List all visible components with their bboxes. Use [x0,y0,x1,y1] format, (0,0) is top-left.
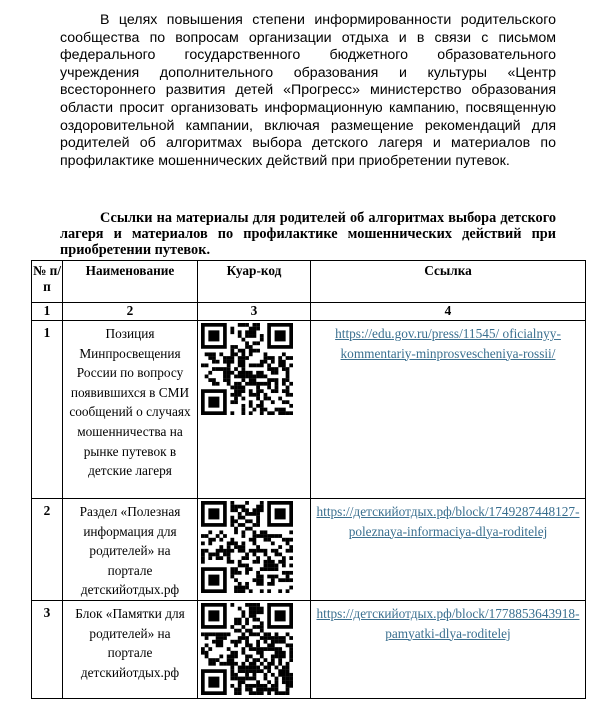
row-link-cell [311,321,586,499]
row-link-cell [311,499,586,601]
row-link[interactable]: https://детскийотдых.рф/block/1749287448127-poleznaya-informaciya-dlya-roditelej [316,504,580,539]
qr-cell [198,321,311,499]
table-row [32,601,586,699]
column-number: 1 [32,303,63,321]
table-row [32,499,586,601]
row-name: Раздел «Полезная информация для родителей» на портале детскийотдых.рф [63,499,198,601]
column-number: 4 [311,303,586,321]
table-header-row [32,261,586,303]
qr-code-icon[interactable] [201,323,293,415]
column-header-qr: Куар-код [198,261,311,303]
table-row [32,321,586,499]
qr-code-icon[interactable] [201,501,293,593]
qr-cell [198,601,311,699]
intro-paragraph: В целях повышения степени информированности родительского сообщества по вопросам организации отдыха и в связи с письмом федерального государственного бюджетного образовательного учреждения дополнительного образования и культуры «Центр всестороннего развития детей «Прогресс» министерство образования области просит организовать информационную кампанию, посвященную оздоровительной кампании, включая размещение рекомендаций для родителей об алгоритмах выбора детского лагеря и материалов по профилактике мошеннических действий при приобретении путевок. [60,12,556,169]
links-table [31,260,586,699]
qr-code-icon[interactable] [201,603,293,695]
row-number: 3 [32,601,63,699]
column-header-number: № п/п [32,261,63,303]
row-name: Позиция Минпросвещения России по вопросу появившихся в СМИ сообщений о случаях мошенничества на рынке путевок в детские лагеря [63,321,198,499]
qr-cell [198,499,311,601]
column-number: 3 [198,303,311,321]
row-link[interactable]: https://детскийотдых.рф/block/1778853643918-pamyatki-dlya-roditelej [316,606,580,641]
column-number: 2 [63,303,198,321]
column-number-row [32,303,586,321]
row-number: 1 [32,321,63,499]
links-heading: Ссылки на материалы для родителей об алгоритмах выбора детского лагеря и материалов по профилактике мошеннических действий при приобретении путевок. [60,210,556,258]
row-number: 2 [32,499,63,601]
row-name: Блок «Памятки для родителей» на портале детскийотдых.рф [63,601,198,699]
column-header-link: Ссылка [311,261,586,303]
row-link-cell [311,601,586,699]
row-link[interactable]: https://edu.gov.ru/press/11545/ oficialnyy-kommentariy-minprosvescheniya-rossii/ [335,326,561,361]
column-header-name: Наименование [63,261,198,303]
